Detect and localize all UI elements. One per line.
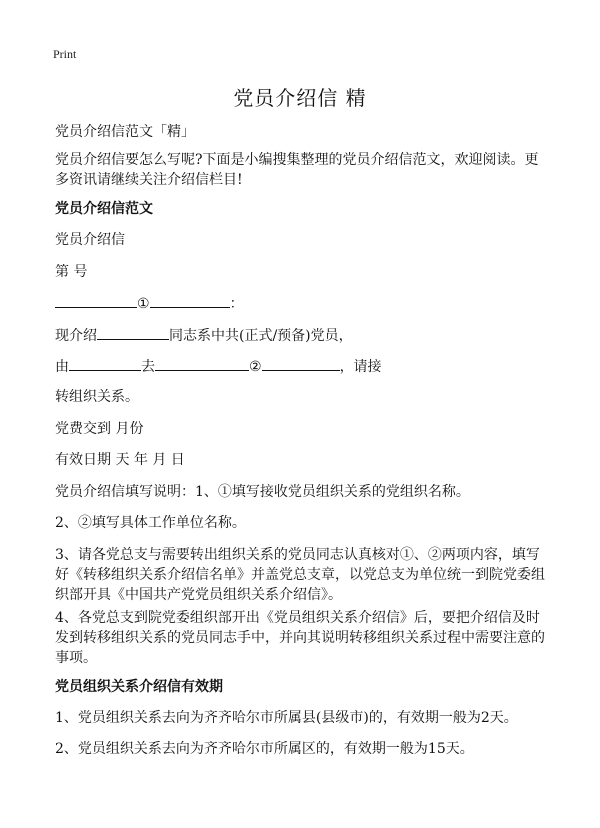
- blank-line-1: [55, 293, 244, 314]
- dues-line: 党费交到 月份: [55, 421, 144, 437]
- blank-recipient-org-2: [150, 293, 230, 308]
- section-heading-validity: 党员组织关系介绍信有效期: [55, 679, 223, 695]
- please-receive: ，请接: [339, 359, 382, 375]
- note-1: 党员介绍信填写说明：1、①填写接收党员组织关系的党组织名称。: [55, 484, 470, 500]
- note-4: 4、各党总支到院党委组织部开出《党员组织关系介绍信》后，要把介绍信及时发到转移组织关系的党员同志手中，并向其说明转移组织关系过程中需要注意的事项。: [55, 610, 545, 666]
- blank-line-2: [55, 325, 353, 346]
- page-title: 党员介绍信 精: [233, 86, 367, 110]
- blank-workplace: [262, 356, 340, 371]
- note-2: 2、②填写具体工作单位名称。: [55, 515, 246, 531]
- circle-marker-2: ②: [249, 359, 262, 375]
- blank-recipient-org: [55, 293, 137, 308]
- transfer-line: 转组织关系。: [55, 389, 139, 405]
- print-link[interactable]: Print: [53, 47, 77, 61]
- intro-word: 现介绍: [55, 328, 97, 344]
- colon: ：: [229, 296, 244, 312]
- blank-origin: [69, 356, 141, 371]
- intro-paragraph: 党员介绍信要怎么写呢?下面是小编搜集整理的党员介绍信范文，欢迎阅读。更多资讯请继续关注介绍信栏目!: [55, 152, 539, 188]
- subtitle: 党员介绍信范文「精」: [55, 124, 195, 140]
- from-word: 由: [55, 359, 69, 375]
- blank-member-name: [97, 325, 169, 340]
- blank-line-3: [55, 356, 382, 377]
- blank-destination: [155, 356, 249, 371]
- letter-title: 党员介绍信: [55, 232, 125, 248]
- validity-1: 1、党员组织关系去向为齐齐哈尔市所属县(县级市)的，有效期一般为2天。: [55, 710, 518, 726]
- member-status: 同志系中共(正式/预备)党员，: [169, 328, 353, 344]
- circle-marker-1: ①: [137, 296, 150, 312]
- validity-2: 2、党员组织关系去向为齐齐哈尔市所属区的，有效期一般为15天。: [55, 741, 474, 757]
- to-word: 去: [141, 359, 155, 375]
- section-heading-sample: 党员介绍信范文: [55, 201, 153, 217]
- note-3: 3、请各党总支与需要转出组织关系的党员同志认真核对①、②两项内容，填写好《转移组织关系介绍信名单》并盖党总支章，以党总支为单位统一到院党委组织部开具《中国共产党党员组织关系介绍信》。: [55, 547, 545, 603]
- valid-date-line: 有效日期 天 年 月 日: [55, 452, 185, 468]
- number-line: 第 号: [55, 264, 88, 280]
